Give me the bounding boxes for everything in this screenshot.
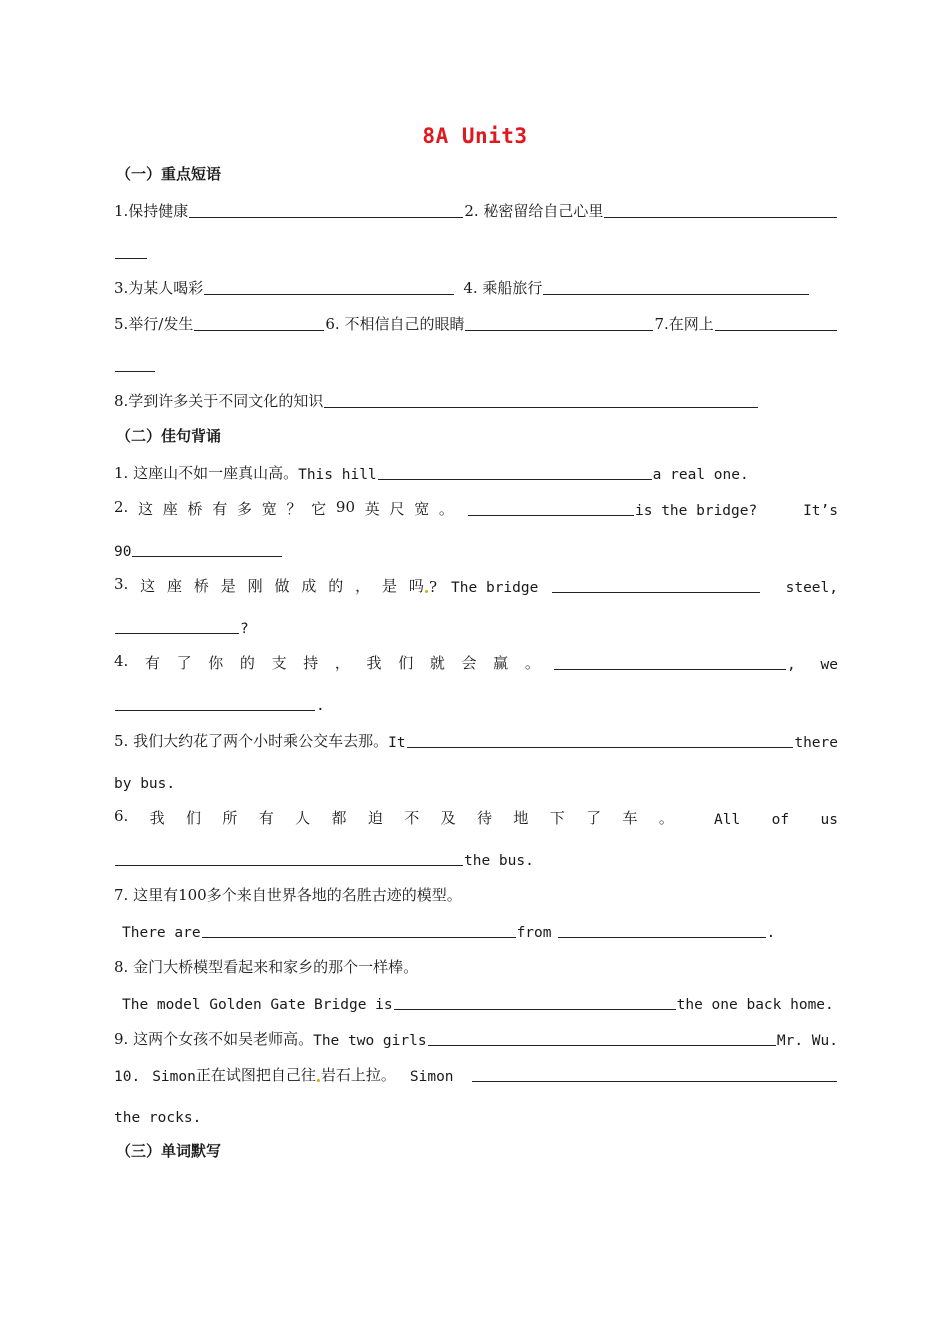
sentence-3-question-mark: ? (429, 578, 438, 596)
answer-blank[interactable] (558, 936, 766, 938)
sentence-4-english-c: . (316, 698, 325, 714)
sentence-10 (114, 1063, 838, 1085)
phrase-line-1 (114, 199, 838, 221)
answer-blank[interactable] (115, 632, 239, 634)
phrase-line-3 (114, 312, 838, 334)
answer-blank[interactable] (465, 329, 653, 331)
sentence-1-english-b: a real one. (652, 467, 749, 483)
sentence-3-english-a: The bridge (451, 580, 539, 596)
answer-blank[interactable] (115, 370, 155, 372)
sentence-2-english-a: is the bridge? (635, 503, 758, 519)
phrase-4: 4. 乘船旅行 (463, 279, 543, 297)
sentence-3-english-b: steel, (785, 580, 838, 596)
sentence-8-english-b: the one back home. (676, 997, 834, 1013)
sentence-3-cont (114, 615, 838, 637)
sentence-1 (114, 461, 838, 483)
answer-blank[interactable] (115, 709, 315, 711)
answer-blank[interactable] (554, 668, 786, 670)
sentence-3 (114, 574, 838, 596)
phrase-line-1-cont (114, 240, 838, 262)
sentence-7-english-c: . (766, 925, 776, 941)
sentence-7-english-a: There are (122, 925, 201, 941)
sentence-2-english-c: 90 (114, 544, 132, 560)
answer-blank[interactable] (552, 591, 760, 593)
sentence-10-number: 10. (114, 1069, 141, 1085)
sentence-10-english-b: Simon (409, 1069, 454, 1085)
sentence-4 (114, 651, 838, 673)
page-title: 8A Unit3 (422, 124, 528, 148)
phrase-1: 1.保持健康 (114, 202, 189, 220)
answer-blank[interactable] (378, 478, 652, 480)
answer-blank[interactable] (132, 555, 282, 557)
mark-dot (425, 590, 428, 593)
sentence-2-chinese: 2. 这 座 桥 有 多 宽 ？ 它 90 英 尺 宽 。 (114, 498, 454, 518)
sentence-4-cont (114, 692, 838, 714)
answer-blank[interactable] (204, 293, 454, 295)
answer-blank[interactable] (394, 1008, 676, 1010)
sentence-8 (114, 955, 838, 977)
answer-blank[interactable] (189, 216, 463, 218)
section-heading-phrases: （一）重点短语 (116, 165, 222, 183)
sentence-8-english-a: The model Golden Gate Bridge is (122, 997, 393, 1013)
phrase-7: 7.在网上 (654, 315, 714, 333)
sentence-6-english-d: the bus. (464, 853, 534, 869)
phrase-6: 6. 不相信自己的眼睛 (325, 315, 465, 333)
sentence-6-chinese: 6. 我 们 所 有 人 都 迫 不 及 待 地 下 了 车 。 (114, 807, 674, 827)
sentence-10-chinese-b: 岩石上拉。 (320, 1066, 396, 1084)
phrase-3: 3.为某人喝彩 (114, 279, 204, 297)
answer-blank[interactable] (202, 936, 516, 938)
phrase-line-3-cont (114, 353, 838, 375)
sentence-4-english-b: we (820, 657, 838, 673)
answer-blank[interactable] (115, 864, 463, 866)
sentence-7-chinese: 7. 这里有100多个来自世界各地的名胜古迹的模型。 (114, 886, 462, 904)
answer-blank[interactable] (715, 329, 837, 331)
answer-blank[interactable] (324, 406, 758, 408)
answer-blank[interactable] (428, 1044, 776, 1046)
sentence-10-cont (114, 1104, 838, 1126)
sentence-8-english (122, 991, 838, 1013)
sentence-7-english-b: from (516, 925, 552, 941)
answer-blank[interactable] (543, 293, 809, 295)
sentence-4-chinese: 4. 有 了 你 的 支 持 ， 我 们 就 会 赢 。 (114, 652, 540, 672)
sentence-5-chinese: 5. 我们大约花了两个小时乘公交车去那。 (114, 732, 389, 750)
sentence-7 (114, 883, 838, 905)
phrase-line-2 (114, 276, 838, 298)
sentence-5-cont (114, 770, 838, 792)
sentence-5-english-b: there (794, 735, 838, 751)
sentence-6-english: All of us (714, 812, 838, 828)
sentence-9-english-a: The two girls (313, 1033, 427, 1049)
section-heading-sentences: （二）佳句背诵 (116, 427, 222, 445)
mark-dot (317, 1079, 320, 1082)
answer-blank[interactable] (604, 216, 837, 218)
answer-blank[interactable] (115, 257, 147, 259)
answer-blank[interactable] (407, 746, 794, 748)
sentence-4-english-a: , (787, 657, 796, 673)
sentence-10-english-a: Simon (152, 1069, 196, 1085)
sentence-7-english (122, 919, 838, 941)
sentence-3-chinese: 3. 这 座 桥 是 刚 做 成 的 ， 是 吗 (114, 575, 424, 595)
sentence-10-chinese-a: 正在试图把自己往 (195, 1066, 316, 1084)
sentence-9-english-b: Mr. Wu. (776, 1033, 838, 1049)
sentence-5-english-a: It (388, 735, 406, 751)
answer-blank[interactable] (194, 329, 324, 331)
sentence-5 (114, 729, 838, 751)
sentence-6 (114, 806, 838, 828)
answer-blank[interactable] (468, 514, 634, 516)
sentence-2-english-b: It’s (803, 503, 838, 519)
phrase-8: 8.学到许多关于不同文化的知识 (114, 392, 324, 410)
sentence-6-cont (114, 847, 838, 869)
section-heading-dictation: （三）单词默写 (116, 1142, 222, 1160)
answer-blank[interactable] (472, 1080, 837, 1082)
sentence-1-english-a: This hill (298, 467, 377, 483)
sentence-3-english-c: ? (240, 621, 249, 637)
sentence-2-cont (114, 538, 838, 560)
sentence-9 (114, 1027, 838, 1049)
phrase-line-4 (114, 389, 838, 411)
sentence-10-english-c: the rocks. (114, 1110, 202, 1126)
phrase-2: 2. 秘密留给自己心里 (464, 202, 604, 220)
sentence-5-english-c: by bus. (114, 776, 176, 792)
sentence-8-chinese: 8. 金门大桥模型看起来和家乡的那个一样棒。 (114, 958, 419, 976)
phrase-5: 5.举行/发生 (114, 315, 194, 333)
sentence-2 (114, 497, 838, 519)
sentence-1-chinese: 1. 这座山不如一座真山高。 (114, 464, 299, 482)
sentence-9-chinese: 9. 这两个女孩不如吴老师高。 (114, 1030, 314, 1048)
